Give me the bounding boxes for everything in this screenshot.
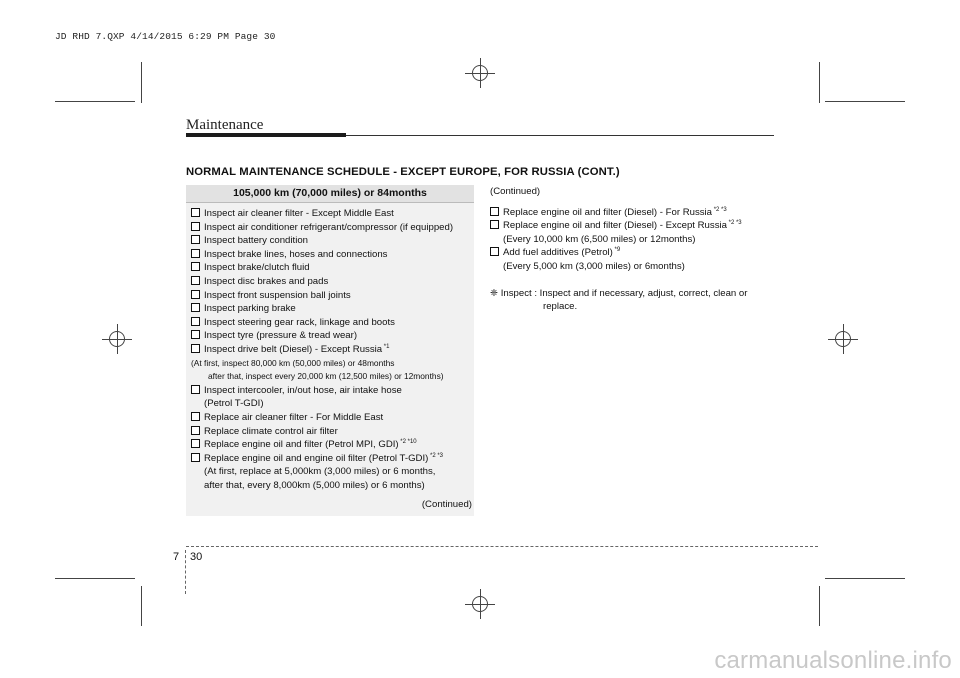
footer-rule — [186, 546, 818, 547]
checkbox-bullet-icon — [490, 220, 499, 229]
note-text-continued: replace. — [543, 301, 578, 312]
inspect-note — [490, 287, 775, 313]
list-item-text: Inspect disc brakes and pads — [204, 275, 329, 287]
list-item — [191, 316, 476, 330]
list-item — [191, 465, 476, 479]
schedule-title: NORMAL MAINTENANCE SCHEDULE - EXCEPT EUROPE, FOR RUSSIA (CONT.) — [186, 166, 620, 178]
checkbox-bullet-icon — [490, 247, 499, 256]
crop-mark — [55, 578, 135, 579]
list-item-text: (Petrol T-GDI) — [204, 398, 264, 410]
list-item-text: Replace climate control air filter — [204, 425, 338, 437]
list-item-text: Inspect steering gear rack, linkage and boots — [204, 316, 395, 328]
list-item-text: Replace engine oil and filter (Petrol MPI, GDI) — [204, 439, 399, 451]
list-item-text: Add fuel additives (Petrol) — [503, 247, 613, 259]
note-symbol-icon: ❈ — [490, 288, 499, 299]
list-item-text: after that, every 8,000km (5,000 miles) or 6 months) — [204, 479, 425, 491]
list-item-text: Replace air cleaner filter - For Middle East — [204, 411, 384, 423]
list-item-text: (At first, replace at 5,000km (3,000 miles) or 6 months, — [204, 466, 436, 478]
list-item-text: after that, inspect every 20,000 km (12,500 miles) or 12months) — [208, 371, 444, 382]
checkbox-bullet-icon — [191, 262, 200, 271]
list-item — [191, 425, 476, 439]
checkbox-bullet-icon — [191, 222, 200, 231]
list-item — [191, 411, 476, 425]
list-item — [191, 384, 476, 398]
list-item-text: Replace engine oil and filter (Diesel) - For Russia — [503, 206, 713, 218]
registration-mark-icon — [828, 324, 858, 354]
list-item — [191, 357, 476, 371]
checkbox-bullet-icon — [191, 426, 200, 435]
section-title: Maintenance — [186, 117, 264, 133]
list-item — [191, 289, 476, 303]
list-item — [191, 452, 476, 466]
footnote-ref: *2 *3 — [712, 206, 727, 213]
list-item — [191, 343, 476, 357]
list-item — [191, 370, 476, 384]
list-item-text: Inspect tyre (pressure & tread wear) — [204, 330, 358, 342]
registration-mark-icon — [465, 589, 495, 619]
list-item — [191, 207, 476, 221]
list-item — [191, 397, 476, 411]
registration-mark-icon — [102, 324, 132, 354]
list-item-text: (Every 5,000 km (3,000 miles) or 6months) — [503, 260, 685, 272]
footnote-ref: *2 *3 — [726, 220, 742, 227]
watermark: carmanualsonline.info — [714, 647, 952, 674]
list-item-text: Inspect drive belt (Diesel) - Except Russia — [204, 343, 383, 355]
list-item — [191, 329, 476, 343]
checkbox-bullet-icon — [191, 290, 200, 299]
checkbox-bullet-icon — [191, 235, 200, 244]
footnote-ref: *2 *3 — [428, 452, 444, 459]
registration-mark-icon — [465, 58, 495, 88]
continued-item-list — [490, 185, 780, 274]
list-item-text: Inspect air cleaner filter - Except Middle East — [204, 208, 394, 219]
chapter-number: 7 — [173, 551, 180, 563]
list-item — [490, 260, 780, 274]
crop-mark — [141, 586, 142, 626]
list-item — [191, 302, 476, 316]
list-item — [490, 246, 780, 260]
list-item — [191, 261, 476, 275]
list-item — [191, 479, 476, 493]
list-item-text: Replace engine oil and filter (Diesel) - Except Russia — [503, 220, 727, 232]
footer-separator — [185, 550, 186, 594]
note-text: Inspect and if necessary, adjust, correct, clean or — [539, 288, 748, 299]
checkbox-bullet-icon — [191, 412, 200, 421]
list-item-text: Inspect air conditioner refrigerant/compressor (if equipped) — [204, 221, 454, 233]
crop-mark — [819, 586, 820, 626]
checkbox-bullet-icon — [490, 207, 499, 216]
continued-label: (Continued) — [490, 186, 541, 197]
title-rule-thin — [346, 135, 774, 136]
checkbox-bullet-icon — [191, 208, 200, 217]
crop-mark — [825, 101, 905, 102]
checkbox-bullet-icon — [191, 317, 200, 326]
checkbox-bullet-icon — [191, 303, 200, 312]
list-item-text: Inspect brake lines, hoses and connections — [204, 248, 388, 260]
list-item — [490, 219, 780, 233]
list-item — [191, 234, 476, 248]
list-item — [191, 248, 476, 262]
continued-label: (Continued) — [421, 499, 472, 510]
crop-mark — [141, 62, 142, 103]
checkbox-bullet-icon — [191, 453, 200, 462]
interval-heading: 105,000 km (70,000 miles) or 84months — [186, 185, 474, 202]
list-item-text: Inspect brake/clutch fluid — [204, 262, 310, 274]
list-item — [490, 233, 780, 247]
footnote-ref: *9 — [612, 247, 621, 254]
checkbox-bullet-icon — [191, 330, 200, 339]
checkbox-bullet-icon — [191, 385, 200, 394]
crop-mark — [55, 101, 135, 102]
list-item-text: Replace engine oil and engine oil filter (Petrol T-GDI) — [204, 452, 429, 464]
list-item — [191, 275, 476, 289]
page-number: 30 — [190, 551, 203, 563]
checkbox-bullet-icon — [191, 439, 200, 448]
list-item-text: Inspect battery condition — [204, 235, 308, 247]
checkbox-bullet-icon — [191, 276, 200, 285]
footnote-ref: *1 — [382, 343, 390, 350]
crop-mark — [825, 578, 905, 579]
print-slug-line: JD RHD 7.QXP 4/14/2015 6:29 PM Page 30 — [55, 31, 276, 42]
list-item — [490, 206, 780, 220]
list-item-text: Inspect front suspension ball joints — [204, 289, 351, 301]
interval-panel — [186, 185, 474, 516]
list-item-text: Inspect intercooler, in/out hose, air intake hose — [204, 384, 402, 396]
footnote-ref: *2 *10 — [398, 439, 417, 446]
note-label: Inspect : — [500, 288, 537, 299]
list-item-text: Inspect parking brake — [204, 303, 296, 315]
checkbox-bullet-icon — [191, 249, 200, 258]
crop-mark — [819, 62, 820, 103]
maintenance-item-list — [191, 207, 476, 492]
list-item — [191, 438, 476, 452]
heading-divider — [186, 202, 474, 203]
list-item — [191, 221, 476, 235]
list-item-text: (At first, inspect 80,000 km (50,000 miles) or 48months — [191, 357, 395, 368]
title-rule-thick — [186, 133, 346, 137]
list-item-text: (Every 10,000 km (6,500 miles) or 12months) — [503, 233, 696, 245]
checkbox-bullet-icon — [191, 344, 200, 353]
